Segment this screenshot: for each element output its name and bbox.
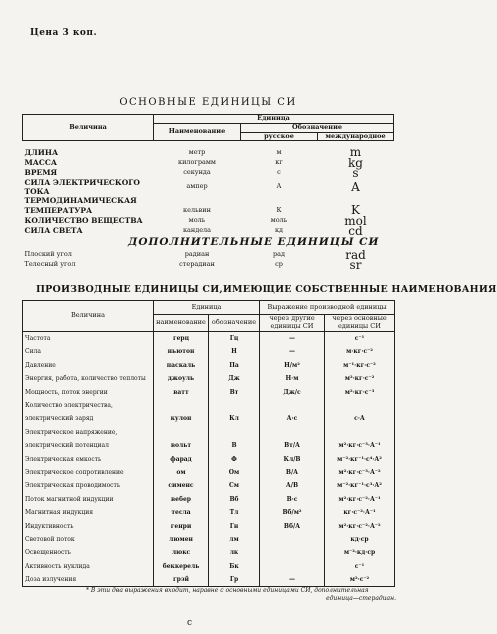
footnote-line-1: * В эти два выражения входит, наравне с основными единицами СИ, дополнительная (86, 587, 369, 594)
heading-derived-units: ПРОИЗВОДНЫЕ ЕДИНИЦЫ СИ,ИМЕЮЩИЕ СОБСТВЕННЫЕ НАИМЕНОВАНИЯ (36, 284, 497, 295)
heading-supplementary-units: ДОПОЛНИТЕЛЬНЫЕ ЕДИНИЦЫ СИ (128, 236, 380, 248)
table-row: электрический заряд кулон Кл А·с с·А (23, 412, 395, 425)
table-row: Частота герц Гц — с⁻¹ (23, 332, 395, 346)
table-row: Поток магнитной индукции вебер Вб В·с м²·кг·с⁻²·А⁻¹ (23, 493, 395, 506)
table-row: КОЛИЧЕСТВО ВЕЩЕСТВА моль моль mol (24, 213, 367, 228)
col-international: международное (318, 132, 394, 141)
page-mark: с (187, 618, 193, 628)
col-unit: Единица (154, 301, 260, 315)
table-row: Активность нуклида беккерель Бк с⁻¹ (23, 560, 395, 573)
table-row: СИЛА СВЕТА кандела кд cd (24, 223, 363, 238)
table-row: Индуктивность генри Гн Вб/А м²·кг·с⁻²·А⁻² (23, 519, 395, 532)
col-expression: Выражение производной единицы (260, 301, 395, 315)
table-row: Количество электричества, (23, 399, 395, 412)
table-row: Электрическая проводимость сименс См А/В м⁻²·кг⁻¹·с³·А² (23, 479, 395, 492)
heading-base-units: ОСНОВНЫЕ ЕДИНИЦЫ СИ (119, 97, 297, 108)
table-row: Освещенность люкс лк м⁻²·кд·ср (23, 546, 395, 559)
table-row: Световой поток люмен лм кд·ср (23, 533, 395, 546)
price-label: Цена 3 коп. (30, 28, 98, 38)
table-row: МАССА килограмм кг kg (24, 155, 363, 170)
table-row: ТЕРМОДИНАМИЧЕСКАЯ (24, 196, 137, 206)
col-russian: русское (241, 132, 318, 141)
table-row: ТЕМПЕРАТУРА кельвин К K (24, 203, 360, 218)
table-row: Сила ньютон Н — м·кг·с⁻² (23, 345, 395, 358)
table-row: Магнитная индукция тесла Тл Вб/м² кг·с⁻²·А⁻¹ (23, 506, 395, 519)
table-row: электрический потенциал вольт В Вт/А м²·кг·с⁻³·А⁻¹ (23, 439, 395, 452)
col-quantity: Величина (23, 301, 154, 332)
col-unit: Единица (154, 115, 394, 124)
table-row: Плоский угол радиан рад rad (24, 248, 366, 263)
col-name: Наименование (154, 123, 241, 141)
table-row: Давление паскаль Па Н/м² м⁻¹·кг·с⁻² (23, 359, 395, 372)
table-row: Электрическая емкость фарад Ф Кл/В м⁻²·кг⁻¹·с⁴·А² (23, 453, 395, 466)
table-row: Телесный угол стерадиан ср sr (24, 258, 362, 273)
footnote-line-2: единица—стерадиан. (326, 594, 396, 602)
col-name: наименование (154, 315, 209, 332)
table-row: ДЛИНА метр м m (24, 145, 362, 160)
table-row: Электрическое напряжение, (23, 426, 395, 439)
table-row: Доза излучения грэй Гр — м²·с⁻² (23, 573, 395, 587)
derived-units-table (22, 300, 395, 587)
col-via-base: через основные единицы СИ (325, 315, 395, 332)
table-row: СИЛА ЭЛЕКТРИЧЕСКОГО ТОКА ампер А A (24, 177, 360, 196)
table-row: Мощность, поток энергии ватт Вт Дж/с м²·кг·с⁻³ (23, 386, 395, 399)
col-symbol: обозначение (209, 315, 260, 332)
footnote (86, 587, 396, 603)
col-symbol: Обозначение (241, 123, 394, 132)
table-row: Энергия, работа, количество теплоты джоуль Дж Н·м м²·кг·с⁻² (23, 372, 395, 385)
col-via-other: через другие единицы СИ (260, 315, 325, 332)
table-row: ВРЕМЯ секунда с s (24, 165, 359, 180)
col-quantity: Величина (23, 115, 154, 141)
table-row: Электрическое сопротивление ом Ом В/А м²·кг·с⁻³·А⁻² (23, 466, 395, 479)
